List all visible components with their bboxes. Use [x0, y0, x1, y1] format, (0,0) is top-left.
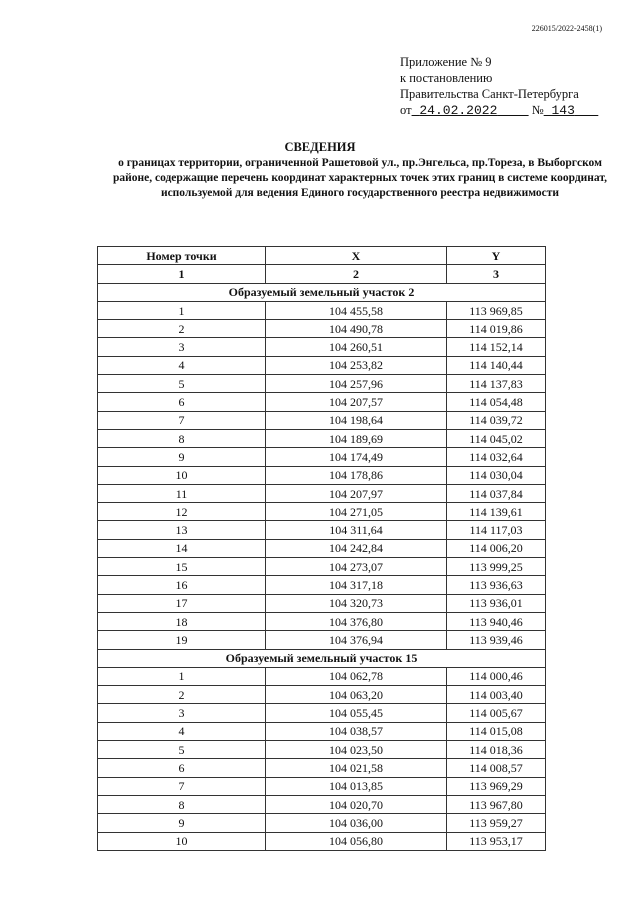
point-number: 5 [98, 741, 266, 759]
point-number: 5 [98, 375, 266, 393]
table-row [98, 686, 546, 704]
point-number: 9 [98, 814, 266, 832]
point-number: 1 [98, 301, 266, 319]
point-number: 19 [98, 631, 266, 649]
x-coordinate: 104 174,49 [266, 448, 447, 466]
x-coordinate: 104 062,78 [266, 667, 447, 685]
table-row [98, 741, 546, 759]
point-number: 18 [98, 612, 266, 630]
appendix-block [400, 54, 598, 119]
x-coordinate: 104 020,70 [266, 795, 447, 813]
y-coordinate: 114 006,20 [447, 539, 546, 557]
y-coordinate: 114 008,57 [447, 759, 546, 777]
appendix-line: Правительства Санкт-Петербурга [400, 87, 579, 101]
x-coordinate: 104 455,58 [266, 301, 447, 319]
x-coordinate: 104 207,57 [266, 393, 447, 411]
y-coordinate: 114 032,64 [447, 448, 546, 466]
x-coordinate: 104 253,82 [266, 356, 447, 374]
point-number: 8 [98, 795, 266, 813]
table-row [98, 814, 546, 832]
x-coordinate: 104 021,58 [266, 759, 447, 777]
point-number: 14 [98, 539, 266, 557]
x-coordinate: 104 013,85 [266, 777, 447, 795]
decree-date [412, 103, 529, 118]
table-row [98, 704, 546, 722]
y-coordinate: 113 936,01 [447, 594, 546, 612]
y-coordinate: 114 003,40 [447, 686, 546, 704]
date-prefix: от [400, 103, 412, 117]
point-number: 15 [98, 558, 266, 576]
table-row [98, 503, 546, 521]
table-row [98, 411, 546, 429]
x-coordinate: 104 273,07 [266, 558, 447, 576]
decree-number-value: 143 [551, 103, 575, 118]
point-number: 9 [98, 448, 266, 466]
header-x: X [266, 247, 447, 265]
col-number: 2 [266, 265, 447, 283]
table-row [98, 667, 546, 685]
point-number: 16 [98, 576, 266, 594]
x-coordinate: 104 036,00 [266, 814, 447, 832]
point-number: 10 [98, 832, 266, 850]
point-number: 8 [98, 429, 266, 447]
x-coordinate: 104 038,57 [266, 722, 447, 740]
table-row [98, 448, 546, 466]
point-number: 13 [98, 521, 266, 539]
x-coordinate: 104 271,05 [266, 503, 447, 521]
number-prefix: № [531, 103, 544, 117]
point-number: 3 [98, 338, 266, 356]
header-point-number: Номер точки [98, 247, 266, 265]
document-subtitle: о границах территории, ограниченной Рашетовой ул., пр.Энгельса, пр.Тореза, в Выборгском районе, содержащие перечень координат характерных точек этих границ в системе координат, используемой для ведения Единого государственного реестра недвижимости [112, 157, 608, 199]
table-row [98, 320, 546, 338]
y-coordinate: 113 967,80 [447, 795, 546, 813]
table-row [98, 722, 546, 740]
table-row [98, 539, 546, 557]
col-number: 1 [98, 265, 266, 283]
table-row [98, 484, 546, 502]
appendix-line: Приложение № 9 [400, 55, 492, 69]
x-coordinate: 104 376,80 [266, 612, 447, 630]
point-number: 7 [98, 777, 266, 795]
table-row [98, 338, 546, 356]
point-number: 4 [98, 722, 266, 740]
point-number: 2 [98, 320, 266, 338]
y-coordinate: 114 139,61 [447, 503, 546, 521]
coordinates-table [97, 246, 546, 851]
column-number-row [98, 265, 546, 283]
y-coordinate: 114 140,44 [447, 356, 546, 374]
section-row [98, 649, 546, 667]
table-row [98, 393, 546, 411]
table-row [98, 795, 546, 813]
y-coordinate: 114 019,86 [447, 320, 546, 338]
header-y: Y [447, 247, 546, 265]
point-number: 7 [98, 411, 266, 429]
y-coordinate: 114 054,48 [447, 393, 546, 411]
point-number: 3 [98, 704, 266, 722]
point-number: 17 [98, 594, 266, 612]
y-coordinate: 114 117,03 [447, 521, 546, 539]
header-row [98, 247, 546, 265]
document-id: 226015/2022-2458(1) [531, 24, 602, 33]
y-coordinate: 113 969,29 [447, 777, 546, 795]
y-coordinate: 114 005,67 [447, 704, 546, 722]
appendix-date-line [400, 102, 598, 119]
point-number: 12 [98, 503, 266, 521]
x-coordinate: 104 320,73 [266, 594, 447, 612]
x-coordinate: 104 207,97 [266, 484, 447, 502]
y-coordinate: 113 959,27 [447, 814, 546, 832]
point-number: 1 [98, 667, 266, 685]
table-row [98, 558, 546, 576]
x-coordinate: 104 242,84 [266, 539, 447, 557]
table-row [98, 356, 546, 374]
y-coordinate: 113 953,17 [447, 832, 546, 850]
x-coordinate: 104 063,20 [266, 686, 447, 704]
y-coordinate: 113 936,63 [447, 576, 546, 594]
document-title: СВЕДЕНИЯ [284, 140, 356, 154]
x-coordinate: 104 490,78 [266, 320, 447, 338]
x-coordinate: 104 189,69 [266, 429, 447, 447]
table-row [98, 301, 546, 319]
col-number: 3 [447, 265, 546, 283]
x-coordinate: 104 023,50 [266, 741, 447, 759]
y-coordinate: 114 037,84 [447, 484, 546, 502]
y-coordinate: 113 940,46 [447, 612, 546, 630]
point-number: 6 [98, 759, 266, 777]
x-coordinate: 104 317,18 [266, 576, 447, 594]
table-row [98, 777, 546, 795]
y-coordinate: 114 018,36 [447, 741, 546, 759]
point-number: 10 [98, 466, 266, 484]
x-coordinate: 104 257,96 [266, 375, 447, 393]
y-coordinate: 114 039,72 [447, 411, 546, 429]
point-number: 2 [98, 686, 266, 704]
decree-date-value: 24.02.2022 [419, 103, 498, 118]
y-coordinate: 114 030,04 [447, 466, 546, 484]
table-row [98, 832, 546, 850]
section-title: Образуемый земельный участок 15 [98, 649, 546, 667]
y-coordinate: 113 969,85 [447, 301, 546, 319]
y-coordinate: 114 015,08 [447, 722, 546, 740]
x-coordinate: 104 198,64 [266, 411, 447, 429]
table-row [98, 631, 546, 649]
table-row [98, 576, 546, 594]
table-row [98, 521, 546, 539]
x-coordinate: 104 056,80 [266, 832, 447, 850]
table-row [98, 759, 546, 777]
table-row [98, 466, 546, 484]
y-coordinate: 114 045,02 [447, 429, 546, 447]
y-coordinate: 113 999,25 [447, 558, 546, 576]
y-coordinate: 114 000,46 [447, 667, 546, 685]
x-coordinate: 104 311,64 [266, 521, 447, 539]
point-number: 4 [98, 356, 266, 374]
section-title: Образуемый земельный участок 2 [98, 283, 546, 301]
y-coordinate: 114 137,83 [447, 375, 546, 393]
point-number: 6 [98, 393, 266, 411]
x-coordinate: 104 260,51 [266, 338, 447, 356]
y-coordinate: 113 939,46 [447, 631, 546, 649]
x-coordinate: 104 178,86 [266, 466, 447, 484]
appendix-line: к постановлению [400, 71, 493, 85]
x-coordinate: 104 376,94 [266, 631, 447, 649]
section-row [98, 283, 546, 301]
table-row [98, 594, 546, 612]
x-coordinate: 104 055,45 [266, 704, 447, 722]
table-row [98, 375, 546, 393]
y-coordinate: 114 152,14 [447, 338, 546, 356]
decree-number [544, 103, 599, 118]
point-number: 11 [98, 484, 266, 502]
table-row [98, 429, 546, 447]
table-row [98, 612, 546, 630]
